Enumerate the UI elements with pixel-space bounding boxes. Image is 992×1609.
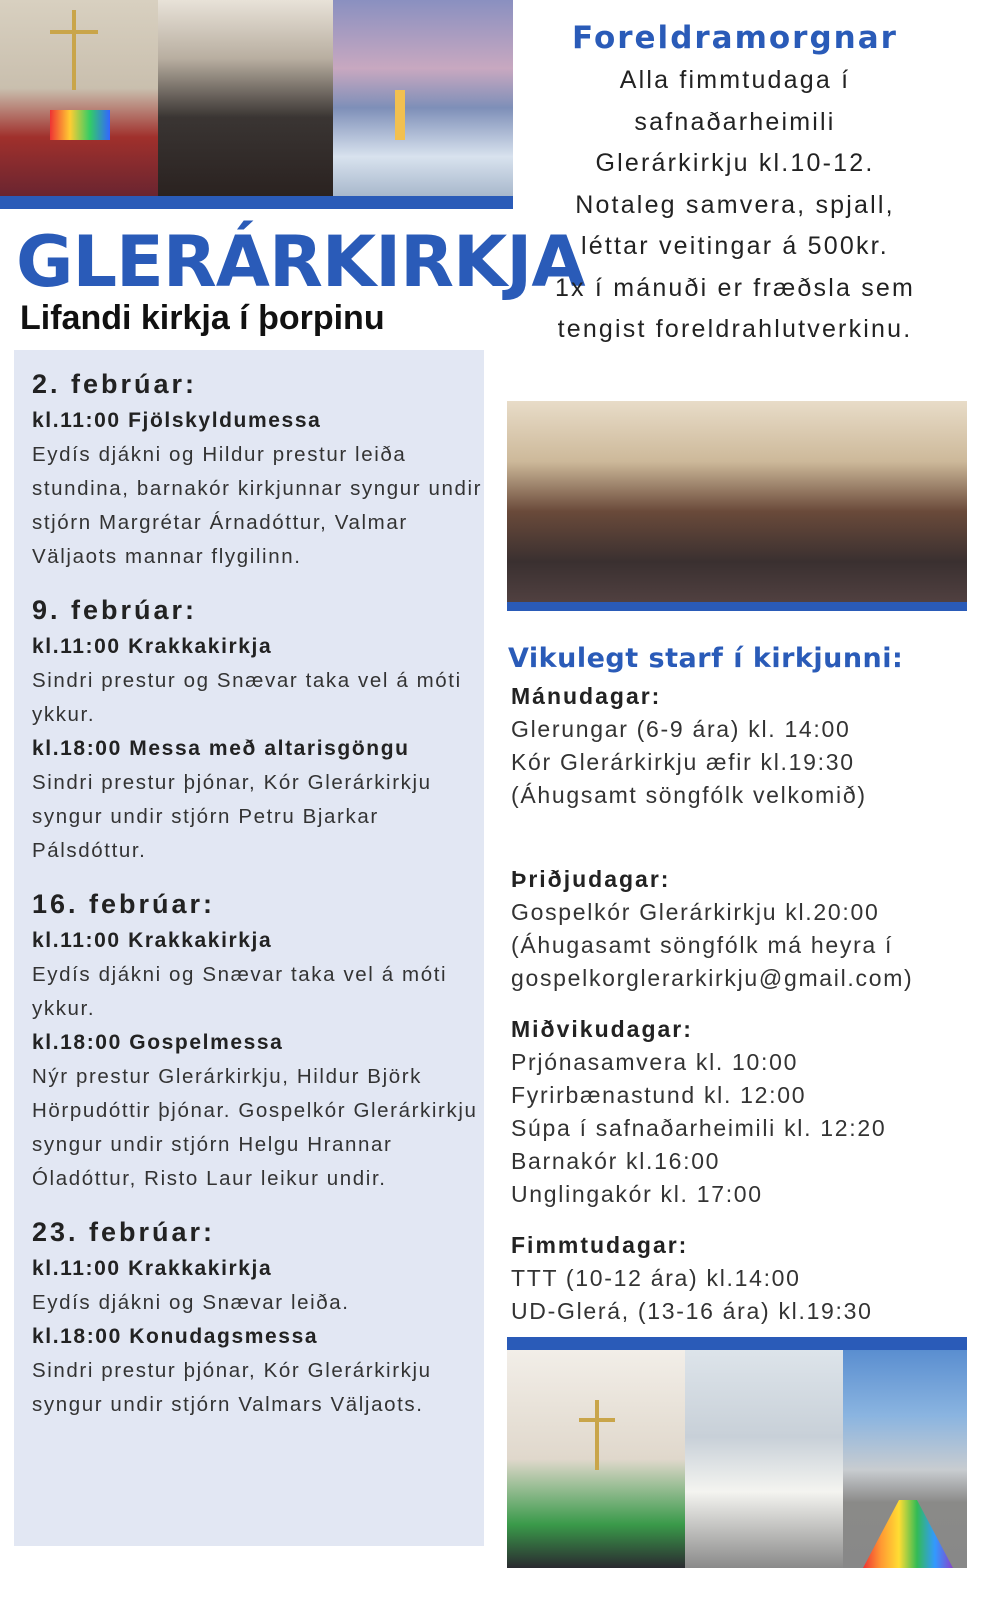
schedule-date: 23. febrúar: <box>32 1217 216 1247</box>
event-description: Eydís djákni og Snævar taka vel á móti ykkur. <box>32 963 448 1020</box>
weekly-activity: Fyrirbænastund kl. 12:00 <box>511 1082 807 1108</box>
event-title: kl.18:00 Konudagsmessa <box>32 1325 319 1348</box>
header-divider <box>0 196 513 209</box>
event-title: kl.18:00 Messa með altarisgöngu <box>32 737 410 760</box>
event-description: Eydís djákni og Snævar leiða. <box>32 1291 350 1314</box>
weekly-activities-section <box>508 638 978 1346</box>
weekly-day <box>508 1229 978 1328</box>
foreldramorgnar-line: safnaðarheimili <box>634 107 836 136</box>
weekly-activity: Kór Glerárkirkju æfir kl.19:30 <box>511 749 855 775</box>
event-description: Sindri prestur þjónar, Kór Glerárkirkju syngur undir stjórn Valmars Väljaots. <box>32 1359 432 1416</box>
weekly-day <box>508 680 978 845</box>
photo-divider <box>507 602 967 611</box>
foreldramorgnar-title: Foreldramorgnar <box>572 20 898 56</box>
weekly-day-name: Miðvikudagar: <box>511 1016 693 1042</box>
foreldramorgnar-line: tengist foreldrahlutverkinu. <box>557 315 913 343</box>
weekly-activity: Glerungar (6-9 ára) kl. 14:00 <box>511 716 851 742</box>
weekly-activity: (Áhugasamt söngfólk má heyra í <box>511 932 894 958</box>
schedule-date: 16. febrúar: <box>32 889 216 919</box>
church-winter-photo <box>333 0 513 196</box>
weekly-activity: Unglingakór kl. 17:00 <box>511 1181 763 1207</box>
event-title: kl.18:00 Gospelmessa <box>32 1031 284 1054</box>
foreldramorgnar-line: léttar veitingar á 500kr. <box>581 232 889 260</box>
weekly-activity: TTT (10-12 ára) kl.14:00 <box>511 1265 801 1291</box>
schedule-date: 2. febrúar: <box>32 369 198 399</box>
clergy-photo <box>685 1350 843 1568</box>
event-title: kl.11:00 Krakkakirkja <box>32 1257 273 1280</box>
weekly-title: Vikulegt starf í kirkjunni: <box>508 643 904 674</box>
parents-morning-photo <box>507 401 967 602</box>
weekly-activity: (Áhugsamt söngfólk velkomið) <box>511 782 867 808</box>
event-description: Eydís djákni og Hildur prestur leiða stundina, barnakór kirkjunnar syngur undir stjórn Margrétar Árnadóttur, Valmar Väljaots mannar flygilinn. <box>32 443 483 568</box>
foreldramorgnar-line: Glerárkirkju kl.10-12. <box>595 149 875 177</box>
weekly-day-name: Þriðjudagar: <box>511 866 671 892</box>
weekly-activity: Prjónasamvera kl. 10:00 <box>511 1049 799 1075</box>
church-altar-photo <box>0 0 158 196</box>
weekly-day-name: Fimmtudagar: <box>511 1232 689 1258</box>
weekly-day <box>508 1013 978 1211</box>
weekly-activity <box>508 812 978 845</box>
event-title: kl.11:00 Fjölskyldumessa <box>32 409 322 432</box>
weekly-activity: gospelkorglerarkirkju@gmail.com) <box>511 965 914 991</box>
foreldramorgnar-line: Alla fimmtudaga í <box>619 66 851 94</box>
schedule-date: 9. febrúar: <box>32 595 198 625</box>
schedule-day <box>32 364 484 574</box>
weekly-day-name: Mánudagar: <box>511 683 662 709</box>
event-description: Sindri prestur og Snævar taka vel á móti ykkur. <box>32 669 462 726</box>
schedule-day <box>32 884 484 1196</box>
footer-divider <box>507 1337 967 1350</box>
event-description: Sindri prestur þjónar, Kór Glerárkirkju syngur undir stjórn Petru Bjarkar Pálsdóttur. <box>32 771 432 862</box>
weekly-activity: Gospelkór Glerárkirkju kl.20:00 <box>511 899 880 925</box>
event-title: kl.11:00 Krakkakirkja <box>32 635 273 658</box>
foreldramorgnar-section <box>520 16 950 351</box>
weekly-activity: Barnakór kl.16:00 <box>511 1148 721 1174</box>
event-title: kl.11:00 Krakkakirkja <box>32 929 273 952</box>
event-description: Nýr prestur Glerárkirkju, Hildur Björk Hörpudóttir þjónar. Gospelkór Glerárkirkju syngur undir stjórn Helgu Hrannar Óladóttur, Risto Laur leikur undir. <box>32 1065 478 1190</box>
weekly-day <box>508 863 978 995</box>
choir-photo <box>158 0 333 196</box>
schedule-day <box>32 590 484 868</box>
weekly-activity: UD-Glerá, (13-16 ára) kl.19:30 <box>511 1298 873 1324</box>
monthly-schedule-panel <box>14 350 484 1546</box>
weekly-activity: Súpa í safnaðarheimili kl. 12:20 <box>511 1115 887 1141</box>
children-choir-photo <box>507 1350 685 1568</box>
foreldramorgnar-line: Notaleg samvera, spjall, <box>575 190 895 219</box>
foreldramorgnar-line: 1x í mánuði er fræðsla sem <box>554 273 916 302</box>
church-rainbow-photo <box>843 1350 967 1568</box>
page-subtitle: Lifandi kirkja í þorpinu <box>20 299 385 337</box>
schedule-day <box>32 1212 484 1422</box>
page-title: GLERÁRKIRKJA <box>16 221 585 303</box>
